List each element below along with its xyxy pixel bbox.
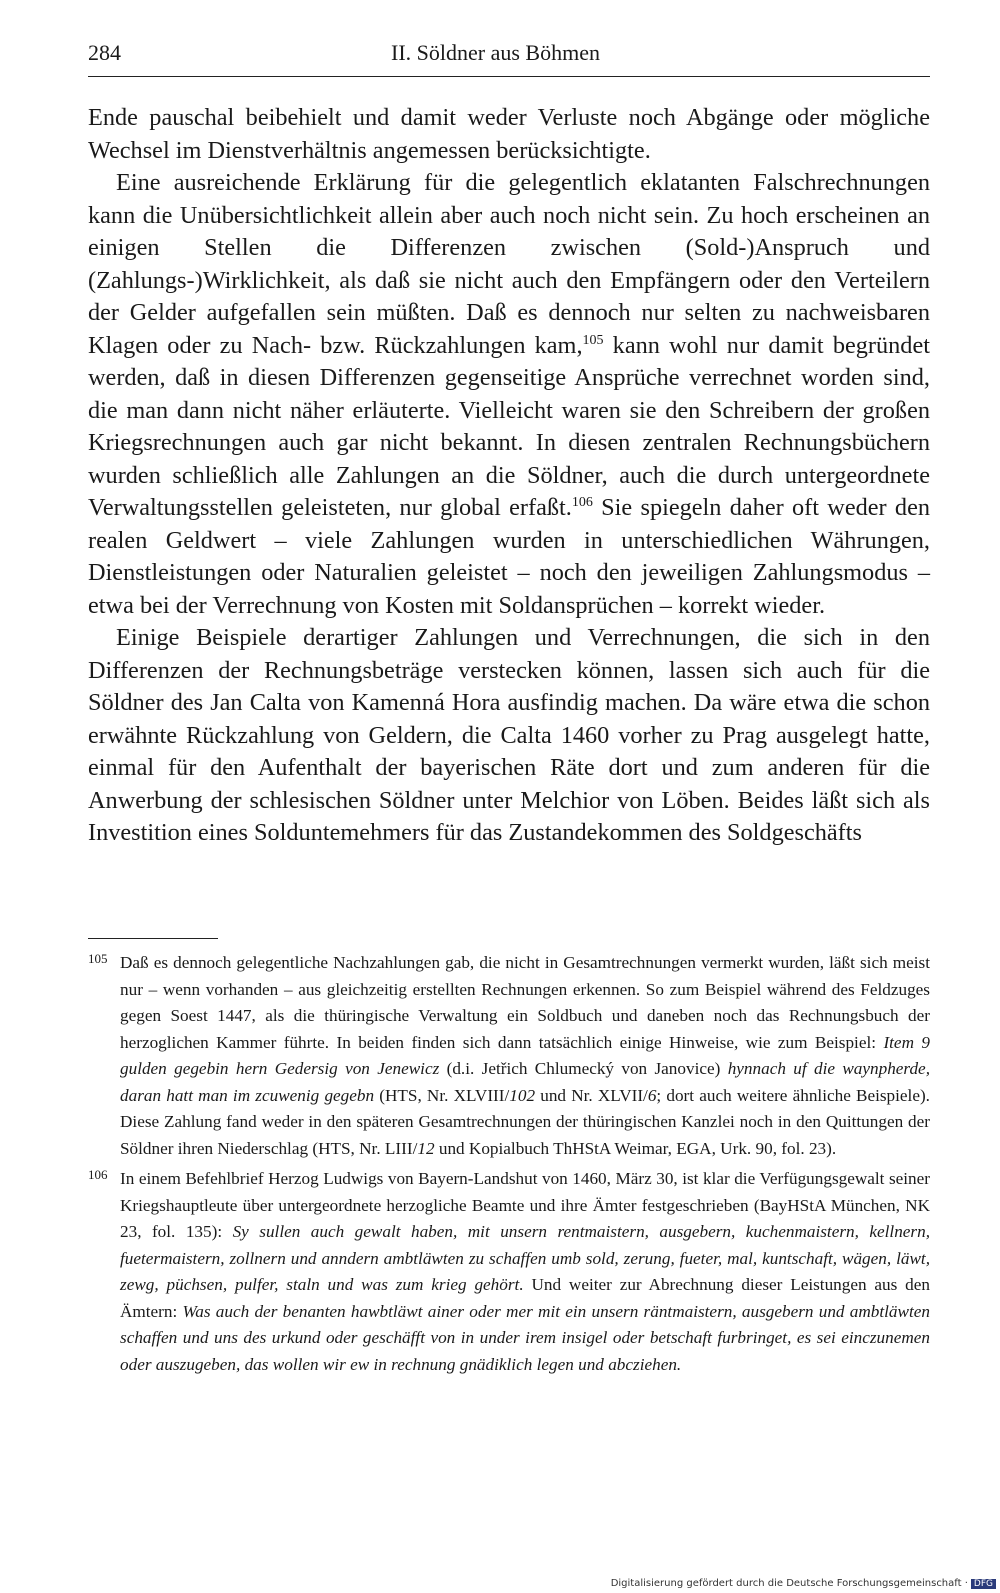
paragraph-1: Ende pauschal beibehielt und damit weder Verluste noch Abgänge oder mögliche Wechsel im Dienstverhältnis angemessen berücksichtigte.: [88, 104, 930, 164]
footnote-text: und Nr. XLVII/: [535, 1085, 648, 1105]
digitization-note: [611, 1578, 996, 1589]
paragraph-2-part-3: Sie spiegeln daher oft weder den realen Geldwert – viele Zahlungen wurden in unterschiedlichen Währungen, Dienstleistungen oder Naturalien geleistet – noch den jeweiligen Zahlungsmodus – etwa bei der Verrechnung von Kosten mit Soldansprüchen – korrekt wieder.: [88, 494, 930, 619]
footnote-quote: Was auch der benanten hawbtläwt ainer oder mer mit ein unsern räntmaistern, ausgebern und ambtläwten schaffen und uns des urkund oder geschäfft von in under irem insigel oder betschaft furbringet, es sei einczunemen oder auszugeben, das wollen wir ew in rechnung gnädiklich legen und abcziehen.: [120, 1301, 930, 1374]
footnote-ref-number: 6: [647, 1085, 657, 1105]
paragraph-2-part-2: kann wohl nur damit begründet werden, daß in diesen Differenzen gegenseitige Ansprüche verrechnet worden sind, die man dann nicht näher erläuterte. Vielleicht waren sie den Schreibern der großen Kriegsrechnungen auch gar nicht bekannt. In diesen zentralen Rechnungsbüchern wurden schließlich alle Zahlungen an die Söldner, auch die durch untergeordnete Verwaltungsstellen geleisteten, nur global erfaßt.: [88, 331, 930, 521]
footnote-text: ; dort auch weitere ähnliche Beispiele). Diese Zahlung fand weder in den späteren Gesamtrechnungen der thüringischen Kanzlei noch in den Quittungen der Söldner ihren Niederschlag (HTS, Nr. LIII/: [120, 1085, 930, 1158]
paragraph-3: Einige Beispiele derartiger Zahlungen und Verrechnungen, die sich in den Differenzen der Rechnungsbeträge verstecken können, lassen sich auch für die Söldner des Jan Calta von Kamenná Hora ausfindig machen. Da wäre etwa die schon erwähnte Rückzahlung von Geldern, die Calta 1460 vorher zu Prag ausgelegt hatte, einmal für den Aufenthalt der bayerischen Räte dort und zum anderen für die Anwerbung der schlesischen Söldner unter Melchior von Löben. Beides läßt sich als Investition eines Solduntemehmers für das Zustandekommen des Soldgeschäfts: [88, 624, 930, 846]
footnote-quote: Sy sullen auch gewalt haben, mit unsern rentmaistern, ausgebern, kuchenmaistern, kellnern, fuetermaistern, zollnern und anndern ambtläwten zu schaffen umb sold, zerung, fueter, mal, kuntschaft, wägen, läwt, zewg, püchsen, pulfer, staln und was zum krieg gehört.: [120, 1222, 931, 1294]
footnote-text: (HTS, Nr. XLVIII/: [374, 1085, 510, 1105]
header-rule: [88, 76, 930, 77]
digitization-text: Digitalisierung gefördert durch die Deutsche Forschungsgemeinschaft ·: [610, 1578, 968, 1589]
page-number: 284: [88, 40, 121, 65]
footnote-ref-number: 12: [417, 1138, 435, 1158]
main-text: [88, 102, 930, 850]
footnote-quote: hynnach uf die waynpherde, daran hatt man im zcuwenig gegebn: [120, 1059, 930, 1105]
footnote-quote: Item 9 gulden gegebin hern Gedersig von Jenewicz: [120, 1032, 930, 1078]
footnote-text: und Kopialbuch ThHStA Weimar, EGA, Urk. 90, fol. 23).: [434, 1138, 837, 1158]
footnote-rule: [88, 938, 218, 939]
footnote-ref-105[interactable]: 105: [582, 332, 604, 348]
footnote-text: In einem Befehlbrief Herzog Ludwigs von Bayern-Landshut von 1460, März 30, ist klar die Verfügungsgewalt seiner Kriegshauptleute über untergeordnete herzogliche Beamte und ihre Ämter festgeschrieben (BayHStA München, NK 23, fol. 135):: [120, 1169, 930, 1241]
page-header: [88, 40, 928, 76]
running-head: II. Söldner aus Böhmen: [391, 40, 600, 65]
paragraph-2: [88, 167, 930, 622]
footnote-number: 106: [88, 1167, 108, 1182]
dfg-logo: DFG: [971, 1579, 996, 1589]
footnote-106: [88, 1166, 930, 1378]
paragraph-2-part-1: Eine ausreichende Erklärung für die gelegentlich eklatanten Falschrechnungen kann die Unübersichtlichkeit allein aber auch noch nicht sein. Zu hoch erscheinen an einigen Stellen die Differenzen zwischen (Sold-)Anspruch und (Zahlungs-)Wirklichkeit, als daß sie nicht auch den Empfängern oder den Verteilern der Gelder aufgefallen sein müßten. Daß es dennoch nur selten zu nachweisbaren Klagen oder zu Nach- bzw. Rückzahlungen kam,: [88, 169, 930, 359]
footnote-105: [88, 950, 930, 1162]
footnote-text: Daß es dennoch gelegentliche Nachzahlungen gab, die nicht in Gesamtrechnungen vermerkt wurden, läßt sich meist nur – wenn vorhanden – aus gleichzeitig erstellten Rechnungen erkennen. So zum Beispiel während des Feldzuges gegen Soest 1447, als die thüringische Verwaltung ein Soldbuch und daneben noch das Rechnungsbuch der herzoglichen Kammer führte. In beiden finden sich dann tatsächlich einige Hinweise, wie zum Beispiel:: [120, 953, 930, 1052]
footnotes: [88, 950, 930, 1382]
footnote-text: Und weiter zur Abrechnung dieser Leistungen aus den Ämtern:: [120, 1275, 930, 1321]
footnote-number: 105: [88, 951, 108, 966]
footnote-text: (d.i. Jetřich Chlumecký von Janovice): [439, 1059, 728, 1078]
footnote-ref-number: 102: [509, 1085, 536, 1105]
footnote-ref-106[interactable]: 106: [571, 494, 593, 510]
